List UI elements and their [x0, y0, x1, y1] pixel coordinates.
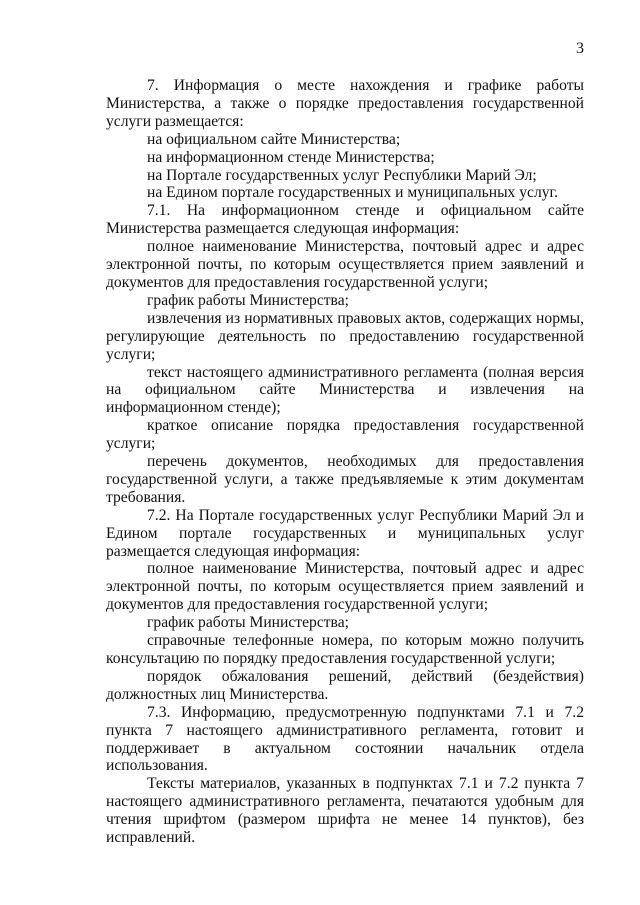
paragraph: на Портале государственных услуг Республики Марий Эл; [147, 166, 537, 184]
document-body [106, 77, 584, 847]
paragraph: Тексты материалов, указанных в подпунктах 7.1 и 7.2 пункта 7 настоящего административного регламента, печатаются удобным для чтения шрифтом (размером шрифта не менее 14 пунктов), без исправлений. [106, 775, 584, 847]
paragraph: 7.1. На информационном стенде и официальном сайте Министерства размещается следующая информация: [106, 202, 584, 238]
paragraph: 7. Информация о месте нахождения и графике работы Министерства, а также о порядке предоставления государственной услуги размещается: [106, 77, 584, 130]
paragraph: на Едином портале государственных и муниципальных услуг. [147, 184, 559, 202]
paragraph: полное наименование Министерства, почтовый адрес и адрес электронной почты, по которым осуществляется прием заявлений и документов для предоставления государственной услуги; [106, 560, 584, 614]
paragraph: справочные телефонные номера, по которым можно получить консультацию по порядку предоставления государственной услуги; [106, 632, 584, 667]
paragraph: краткое описание порядка предоставления государственной услуги; [106, 417, 584, 453]
paragraph: текст настоящего административного регламента (полная версия на официальном сайте Министерства и извлечения на информационном стенде); [106, 363, 584, 417]
paragraph: порядок обжалования решений, действий (бездействия) должностных лиц Министерства. [106, 667, 584, 703]
paragraph: на официальном сайте Министерства; [147, 130, 401, 148]
paragraph: извлечения из нормативных правовых актов, содержащих нормы, регулирующие деятельность по предоставлению государственной услуги; [106, 309, 584, 363]
paragraph: график работы Министерства; [147, 614, 349, 632]
paragraph: 7.3. Информацию, предусмотренную подпунктами 7.1 и 7.2 пункта 7 настоящего административного регламента, готовит и поддерживает в актуальном состоянии начальник отдела использования. [106, 703, 584, 775]
page-number: 3 [576, 40, 584, 57]
paragraph: полное наименование Министерства, почтовый адрес и адрес электронной почты, по которым осуществляется прием заявлений и документов для предоставления государственной услуги; [106, 238, 584, 291]
paragraph: 7.2. На Портале государственных услуг Республики Марий Эл и Едином портале государственных и муниципальных услуг размещается следующая информация: [106, 506, 584, 560]
paragraph: перечень документов, необходимых для предоставления государственной услуги, а также предъявляемые к этим документам требования. [106, 453, 584, 506]
paragraph: на информационном стенде Министерства; [147, 148, 435, 166]
paragraph: график работы Министерства; [147, 291, 349, 309]
